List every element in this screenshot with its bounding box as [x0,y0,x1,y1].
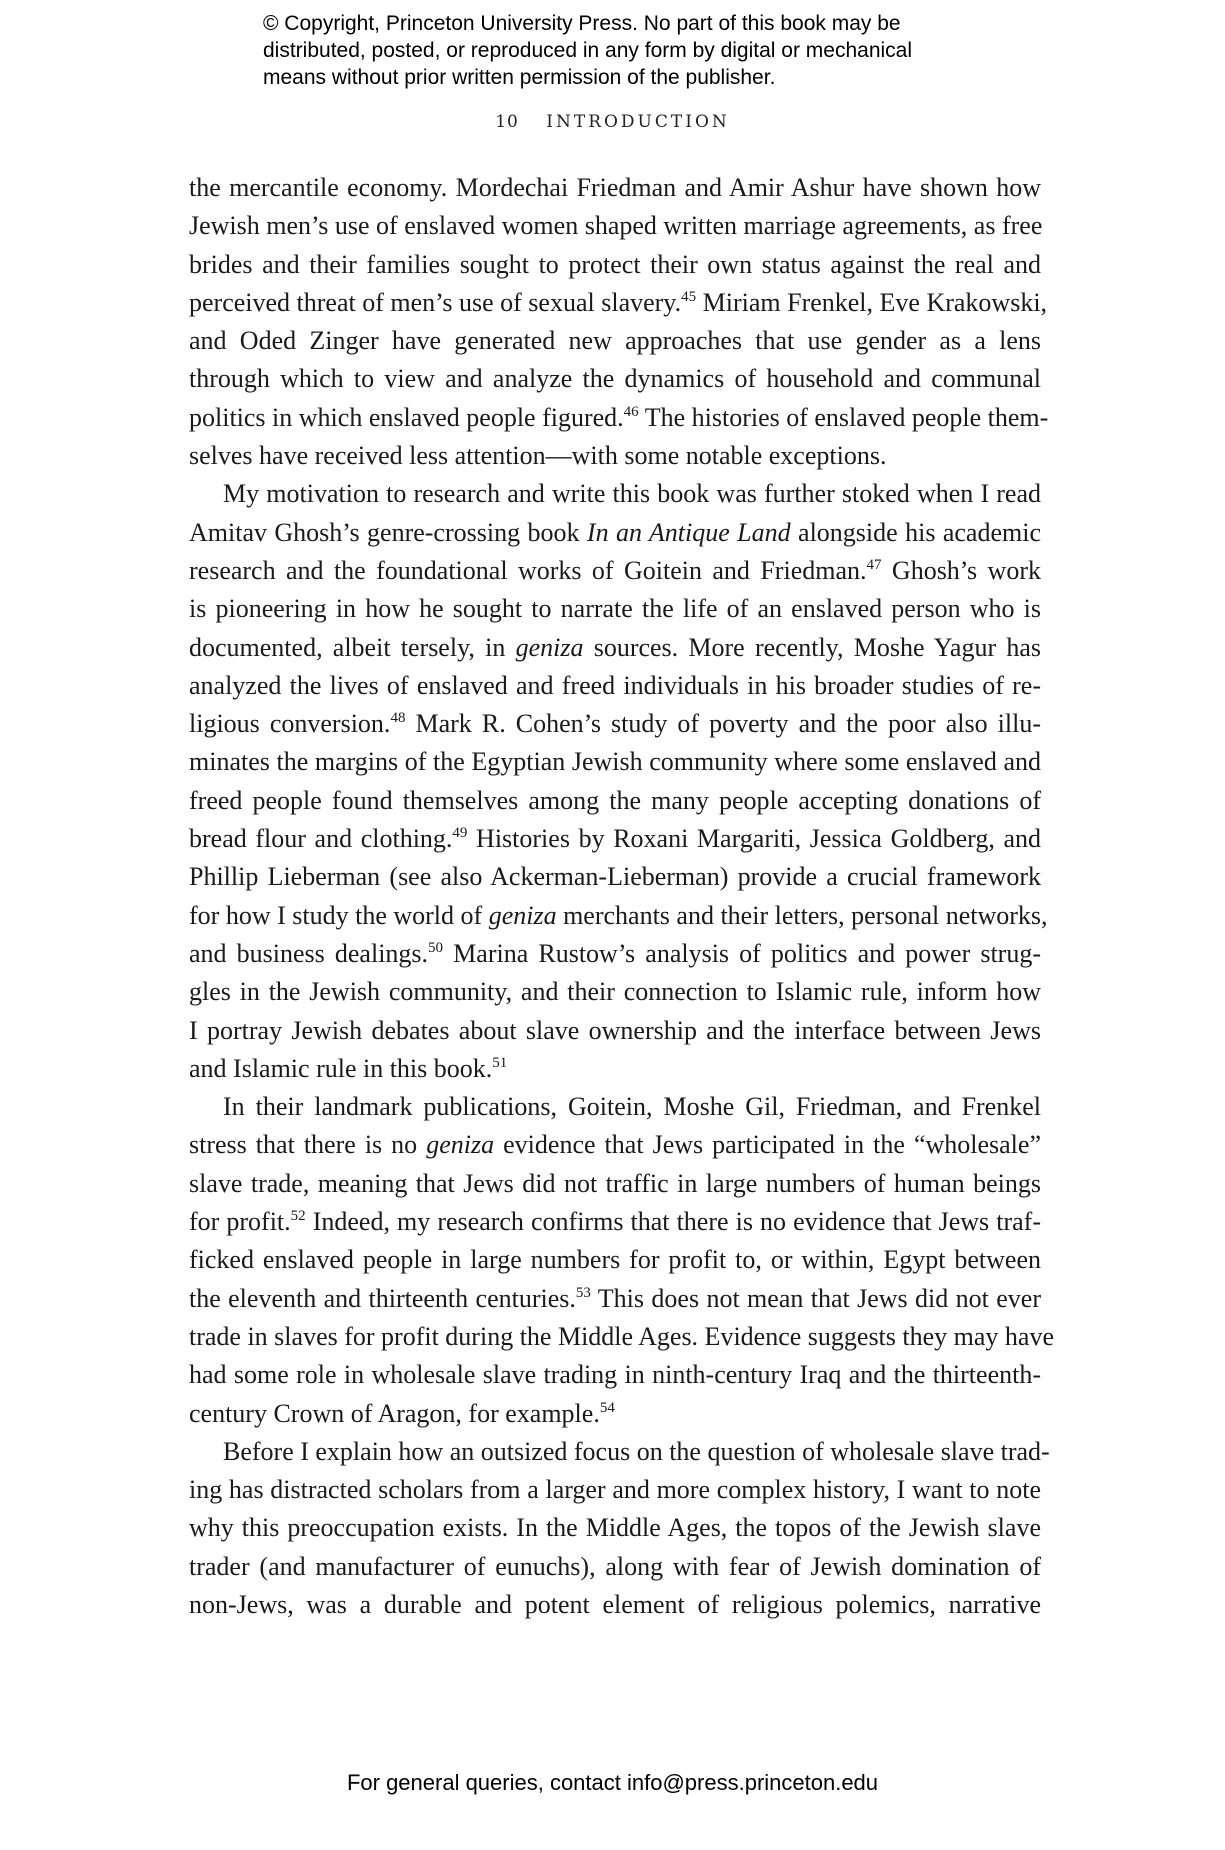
body-text [189,169,1055,1624]
text-line [189,1165,1041,1203]
line-text: stress that there is no [189,1130,427,1160]
line-text: My motivation to research and write this book was further stoked when I read [223,479,1041,509]
footnote-ref: 47 [866,556,882,573]
page-number: 10 [495,112,519,132]
text-line [189,743,1041,781]
line-text: trader (and manufacturer of eunuchs), along with fear of Jewish domination of [189,1551,1041,1581]
text-line [189,1126,1041,1164]
text-line [189,1471,1041,1509]
text-line [189,1203,1041,1241]
line-text: ficked enslaved people in large numbers for profit to, or within, Egypt between [189,1245,1041,1275]
text-line [189,246,1041,284]
line-text: ligious conversion. [189,709,391,739]
line-text: through which to view and analyze the dynamics of household and communal [189,364,1041,394]
line-text: had some role in wholesale slave trading in ninth-century Iraq and the thirteenth- [189,1360,1041,1390]
line-text: documented, albeit tersely, in [189,632,516,662]
line-text: Miriam Frenkel, Eve Krakowski, [696,287,1048,317]
text-line [189,360,1041,398]
text-line [189,973,1041,1011]
line-text: the eleventh and thirteenth centuries. [189,1283,576,1313]
text-line [189,1356,1041,1394]
text-line [189,514,1041,552]
line-text: ing has distracted scholars from a larger and more complex history, I want to note [189,1475,1041,1505]
copyright-notice [263,10,1023,91]
text-line [189,1586,1041,1624]
line-text: for profit. [189,1207,291,1237]
line-text: Before I explain how an outsized focus on the question of wholesale slave trad- [223,1436,1050,1466]
text-line [189,1280,1041,1318]
line-text: politics in which enslaved people figured. [189,402,624,432]
text-line [189,1548,1041,1586]
footer-contact: For general queries, contact info@press.princeton.edu [346,1770,879,1795]
line-text: alongside his academic [790,517,1041,547]
footnote-ref: 48 [390,710,406,727]
chapter-title: INTRODUCTION [546,112,730,132]
footnote-ref: 53 [575,1284,591,1301]
line-text: for how I study the world of [189,900,489,930]
line-text: and business dealings. [189,938,429,968]
text-line [189,322,1041,360]
line-text: brides and their families sought to protect their own status against the real and [189,249,1041,279]
footnote-ref: 46 [623,403,639,420]
text-line [189,1433,1050,1471]
line-text: is pioneering in how he sought to narrate the life of an enslaved person who is [189,594,1041,624]
text-line [189,820,1041,858]
text-line [189,667,1041,705]
footnote-ref: 54 [599,1399,615,1416]
running-head [0,112,1225,132]
italic-term: geniza [515,632,584,662]
line-text: evidence that Jews participated in the “wholesale” [494,1130,1041,1160]
copyright-line: © Copyright, Princeton University Press. No part of this book may be [263,12,901,35]
line-text: freed people found themselves among the many people accepting donations of [189,785,1041,815]
line-text: Ghosh’s work [881,555,1041,585]
line-text: analyzed the lives of enslaved and freed individuals in his broader studies of re- [189,670,1041,700]
text-line [189,1012,1041,1050]
line-text: Jewish men’s use of enslaved women shaped written marriage agreements, as free [189,211,1043,241]
copyright-line: distributed, posted, or reproduced in any form by digital or mechanical [263,39,913,62]
line-text: Mark R. Cohen’s study of poverty and the poor also illu- [405,709,1042,739]
line-text: century Crown of Aragon, for example. [189,1398,600,1428]
text-line [189,1050,1041,1088]
line-text: research and the foundational works of Goitein and Friedman. [189,555,867,585]
text-line [189,552,1041,590]
text-line [189,1509,1041,1547]
text-line [189,935,1041,973]
line-text: The histories of enslaved people them- [638,402,1049,432]
line-text: minates the margins of the Egyptian Jewish community where some enslaved and [189,747,1041,777]
footnote-ref: 52 [290,1208,306,1225]
line-text: I portray Jewish debates about slave ownership and the interface between Jews [189,1015,1041,1045]
text-line [189,705,1041,743]
line-text: and Oded Zinger have generated new approaches that use gender as a lens [189,326,1041,356]
line-text: Marina Rustow’s analysis of politics and power strug- [443,938,1042,968]
text-line [189,1318,1055,1356]
text-line [189,1088,1041,1126]
line-text: merchants and their letters, personal networks, [556,900,1048,930]
line-text: Amitav Ghosh’s genre-crossing book [189,517,587,547]
copyright-line: means without prior written permission of the publisher. [263,66,776,89]
text-line [189,590,1041,628]
line-text: Indeed, my research confirms that there is no evidence that Jews traf- [305,1207,1041,1237]
line-text: selves have received less attention—with some notable exceptions. [189,441,887,471]
text-line [189,897,1048,935]
text-line [189,207,1041,245]
text-line [189,437,1041,475]
line-text: trade in slaves for profit during the Middle Ages. Evidence suggests they may have [189,1321,1055,1351]
footnote-ref: 45 [681,288,697,305]
line-text: non-Jews, was a durable and potent element of religious polemics, narrative [189,1589,1041,1619]
line-text: Phillip Lieberman (see also Ackerman-Lieberman) provide a crucial framework [189,862,1041,892]
text-line [189,1241,1041,1279]
italic-term: geniza [426,1130,495,1160]
text-line [189,399,1049,437]
line-text: the mercantile economy. Mordechai Friedman and Amir Ashur have shown how [189,173,1041,202]
text-line [189,284,1048,322]
line-text: sources. More recently, Moshe Yagur has [583,632,1041,662]
line-text: In their landmark publications, Goitein, Moshe Gil, Friedman, and Frenkel [223,1092,1041,1122]
line-text: Histories by Roxani Margariti, Jessica Goldberg, and [467,824,1041,854]
text-line [189,858,1041,896]
text-line [189,475,1041,513]
italic-term: geniza [488,900,557,930]
footnote-ref: 50 [428,939,444,956]
line-text: This does not mean that Jews did not ever [590,1283,1041,1313]
text-line [189,169,1041,207]
text-line [189,782,1041,820]
line-text: why this preoccupation exists. In the Middle Ages, the topos of the Jewish slave [189,1513,1041,1543]
line-text: perceived threat of men’s use of sexual slavery. [189,287,682,317]
italic-term: In an Antique Land [586,517,791,547]
line-text: and Islamic rule in this book. [189,1053,493,1083]
footnote-ref: 49 [452,825,468,842]
text-line [189,1395,1041,1433]
line-text: bread flour and clothing. [189,824,453,854]
line-text: gles in the Jewish community, and their connection to Islamic rule, inform how [189,977,1041,1007]
footnote-ref: 51 [492,1054,508,1071]
line-text: slave trade, meaning that Jews did not traffic in large numbers of human beings [189,1168,1041,1198]
text-line [189,629,1041,667]
